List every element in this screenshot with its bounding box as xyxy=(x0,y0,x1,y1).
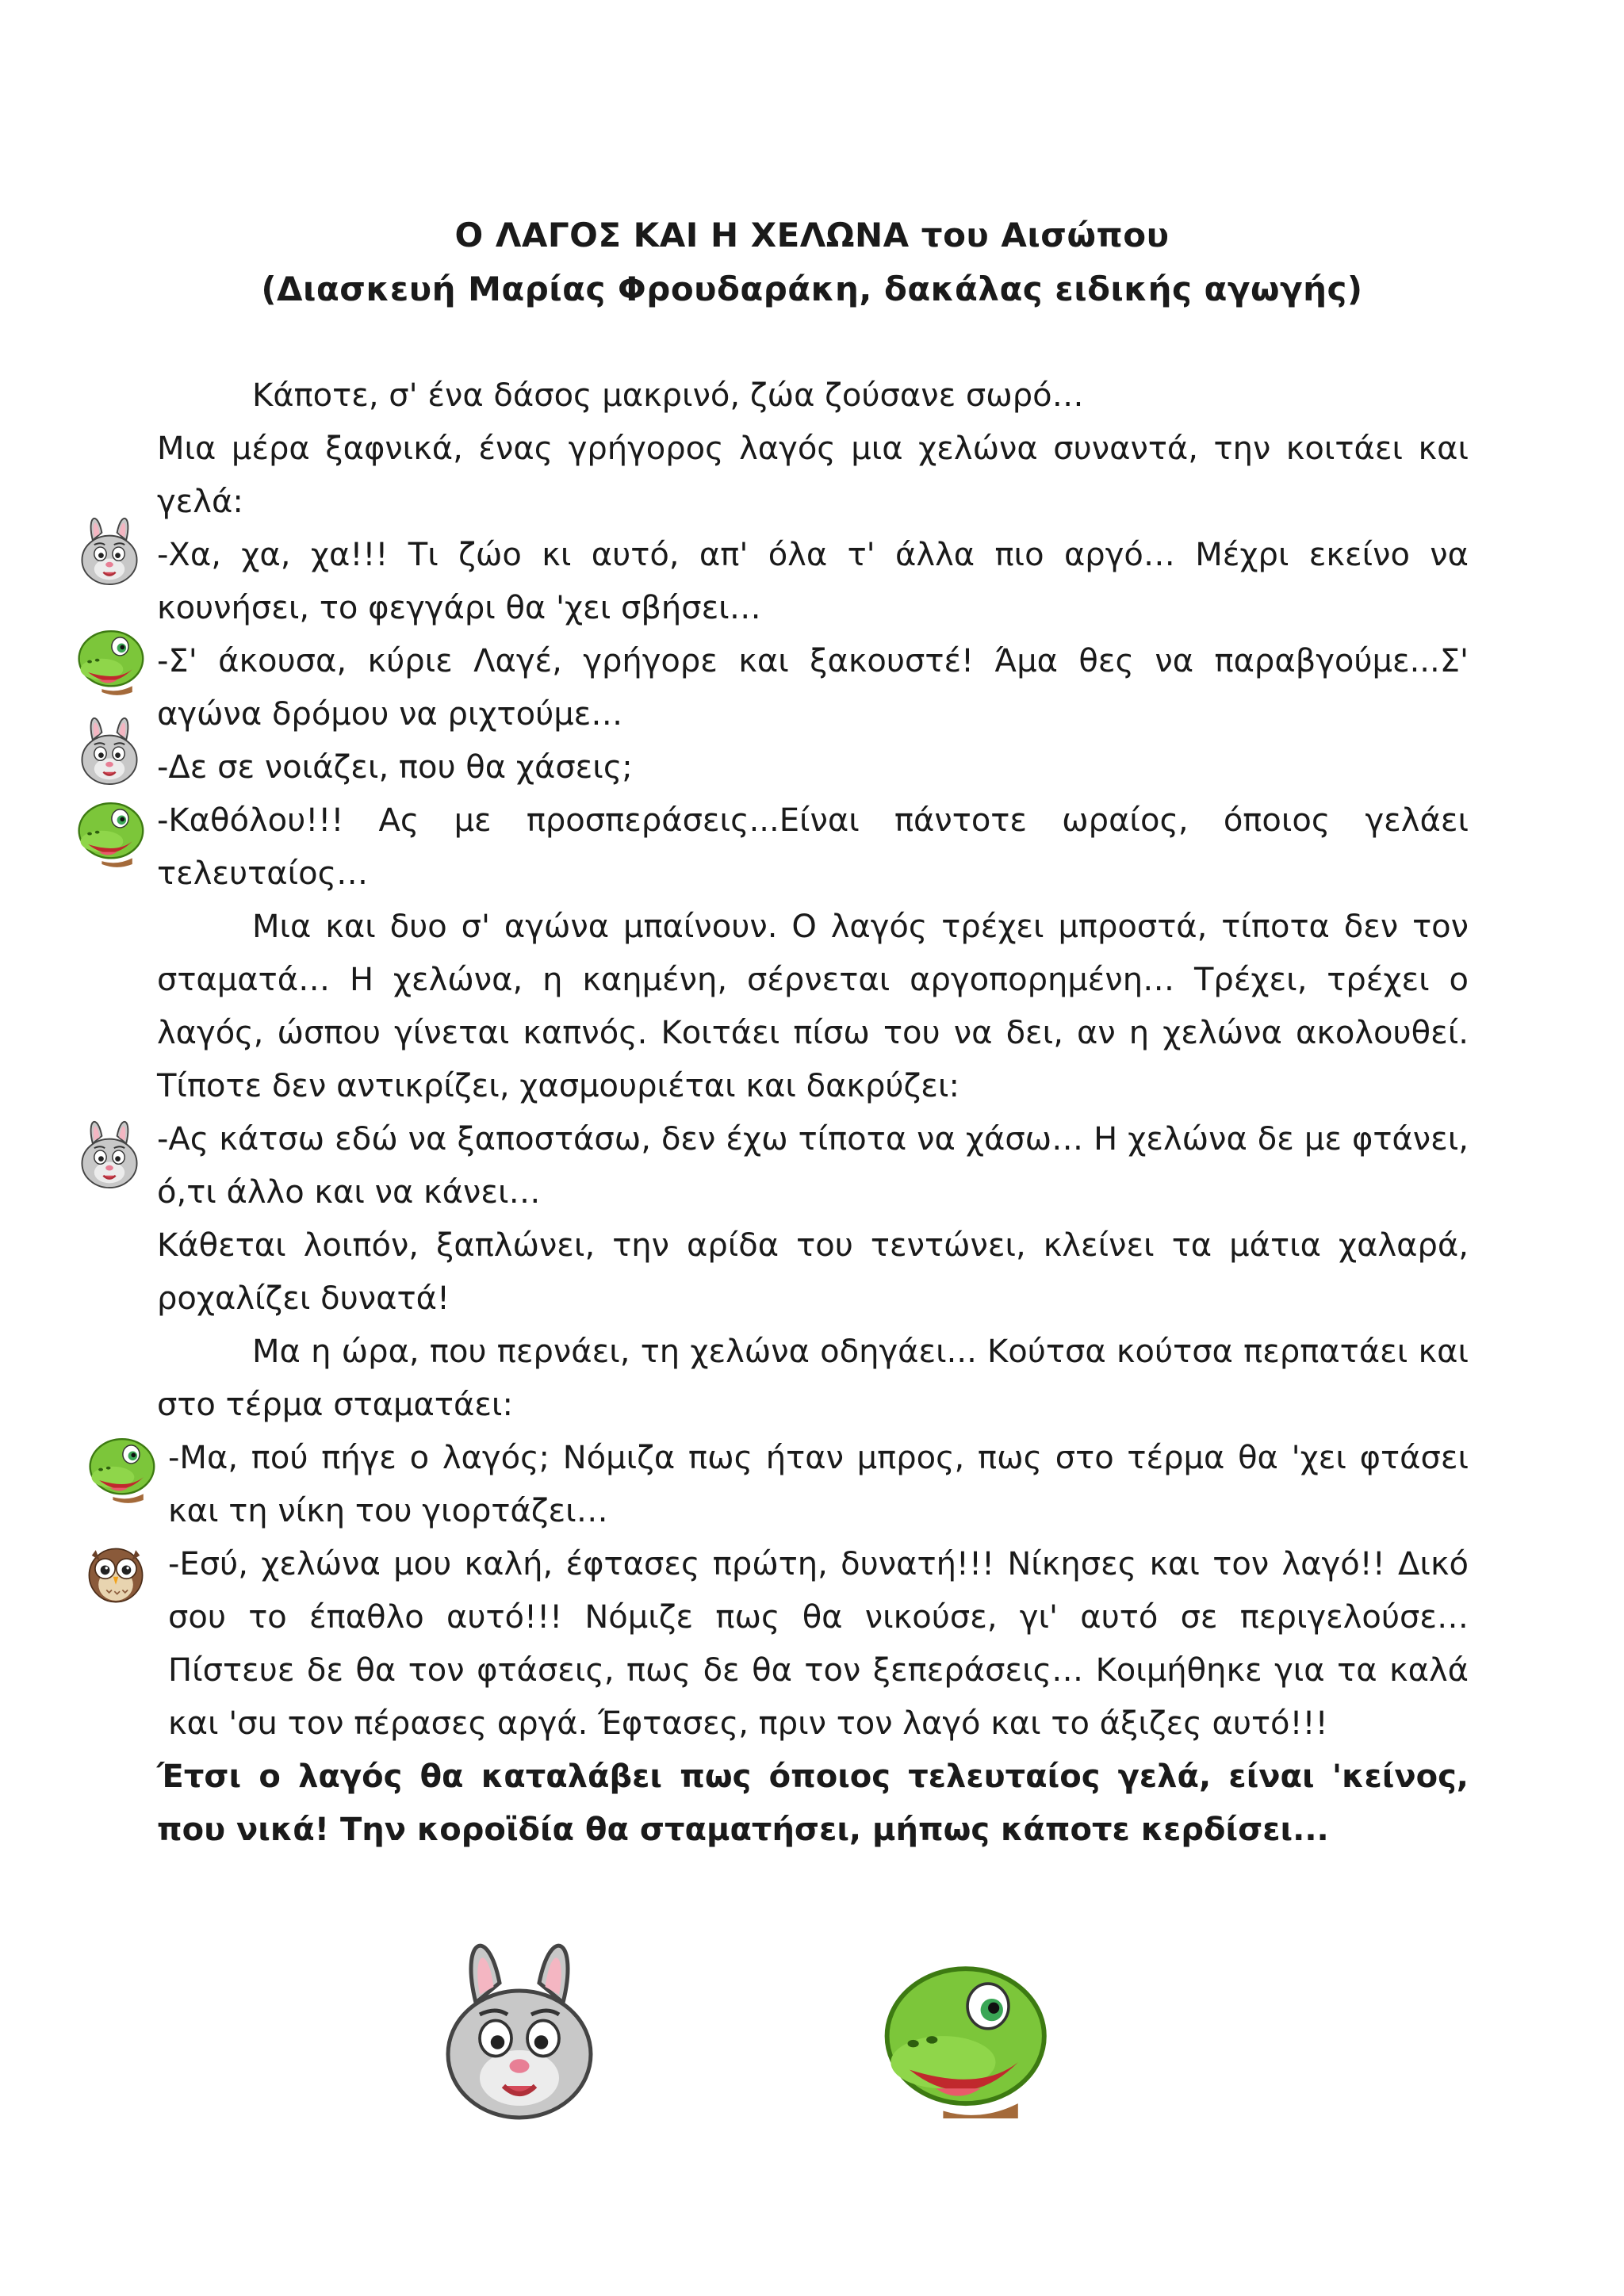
turtle-face-icon xyxy=(82,1421,159,1503)
dialog-owl-1 xyxy=(157,1538,1469,1751)
paragraph-finish: Μα η ώρα, που περνάει, τη χελώνα οδηγάει... Κούτσα κούτσα περπατάει και στο τέρμα σταματάει: xyxy=(157,1334,1469,1423)
hare-face-icon xyxy=(71,1110,147,1192)
dialog-text: -Σ' άκουσα, κύριε Λαγέ, γρήγορε και ξακουστέ! Άμα θες να παραβγούμε...Σ' αγώνα δρόμου να ριχτούμε… xyxy=(157,643,1469,733)
hare-face-icon xyxy=(71,706,147,789)
turtle-face-icon xyxy=(71,785,147,867)
turtle-illustration-icon xyxy=(847,1931,1077,2118)
story-subtitle: (Διασκευή Μαρίας Φρουδαράκη, δακάλας ειδικής αγωγής) xyxy=(261,270,1363,308)
dialog-hare-3 xyxy=(157,1113,1469,1219)
story-title: Ο ΛΑΓΟΣ ΚΑΙ Η ΧΕΛΩΝΑ του Αισώπου xyxy=(454,216,1170,254)
story-moral: Έτσι ο λαγός θα καταλάβει πως όποιος τελευταίος γελά, είναι 'κείνος, που νικά! Την κοροϊδία θα σταματήσει, μήπως κάποτε κερδίσει... xyxy=(157,1758,1469,1848)
story-body xyxy=(157,369,1469,1857)
paragraph-meeting: Μια μέρα ξαφνικά, ένας γρήγορος λαγός μια χελώνα συναντά, την κοιτάει και γελά: xyxy=(157,430,1469,520)
paragraph-sleep: Κάθεται λοιπόν, ξαπλώνει, την αρίδα του τεντώνει, κλείνει τα μάτια χαλαρά, ροχαλίζει δυνατά! xyxy=(157,1227,1469,1317)
hare-face-icon xyxy=(71,507,147,589)
dialog-text: -Εσύ, χελώνα μου καλή, έφτασες πρώτη, δυνατή!!! Νίκησες και τον λαγό!! Δικό σου το έπαθλο αυτό!!! Νόμιζε πως θα νικούσε, γι' αυτό σε περιγελούσε… Πίστευε δε θα τον φτάσεις, πως δε θα τον ξεπεράσεις… Κοιμήθηκε για τα καλά και 'σu τον πέρασες αργά. Έφτασες, πριν τον λαγό και το άξιζες αυτό!!! xyxy=(168,1546,1469,1742)
paragraph-race: Μια και δυο σ' αγώνα μπαίνουν. Ο λαγός τρέχει μπροστά, τίποτα δεν τον σταματά… Η χελώνα, η καημένη, σέρνεται αργοπορημένη… Τρέχει, τρέχει ο λαγός, ώσπου γίνεται καπνός. Κοιτάει πίσω του να δει, αν η χελώνα ακολουθεί. Τίποτε δεν αντικρίζει, χασμουριέται και δακρύζει: xyxy=(157,909,1469,1104)
turtle-face-icon xyxy=(71,613,147,695)
dialog-text: -Καθόλου!!! Ας με προσπεράσεις...Είναι πάντοτε ωραίος, όποιος γελάει τελευταίος… xyxy=(157,802,1469,892)
paragraph-opening: Κάποτε, σ' ένα δάσος μακρινό, ζώα ζούσανε σωρό… xyxy=(252,377,1084,414)
dialog-text: -Χα, χα, χα!!! Τι ζώο κι αυτό, απ' όλα τ' άλλα πιο αργό… Μέχρι εκείνο να κουνήσει, το φεγγάρι θα 'χει σβήσει… xyxy=(157,537,1469,626)
hare-illustration-icon xyxy=(420,1923,619,2122)
dialog-hare-1 xyxy=(157,529,1469,635)
dialog-text: -Ας κάτσω εδώ να ξαποστάσω, δεν έχω τίποτα να χάσω… Η χελώνα δε με φτάνει, ό,τι άλλο και να κάνει… xyxy=(157,1121,1469,1211)
dialog-text: -Μα, πού πήγε ο λαγός; Νόμιζα πως ήταν μπρος, πως στο τέρμα θα 'χει φτάσει και τη νίκη του γιορτάζει… xyxy=(168,1440,1469,1529)
dialog-turtle-3 xyxy=(157,1432,1469,1538)
dialog-turtle-2 xyxy=(157,794,1469,901)
dialog-hare-2 xyxy=(157,741,1469,794)
owl-face-icon xyxy=(82,1535,149,1608)
dialog-text: -Δε σε νοιάζει, που θα χάσεις; xyxy=(157,749,633,786)
dialog-turtle-1 xyxy=(157,635,1469,741)
